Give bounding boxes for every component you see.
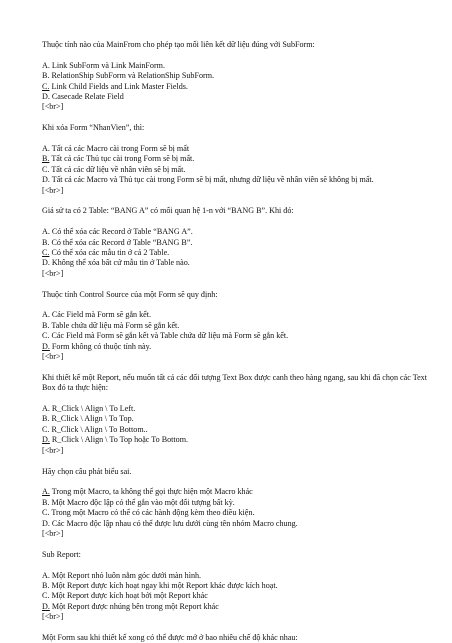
break-marker: [<br>] bbox=[42, 445, 64, 455]
answer-text: Form không có thuộc tính này. bbox=[49, 341, 152, 351]
answer-letter: C. bbox=[42, 591, 50, 601]
answer-letter: B. bbox=[42, 497, 50, 507]
answer-letter: A. bbox=[42, 144, 50, 154]
question-stem: Khi thiết kế một Report, nếu muốn tất cả các đối tượng Text Box được canh theo hàng ngang, sau khi đã chọn các Text Box đó ta thực hiện: bbox=[42, 372, 427, 393]
break-marker: [<br>] bbox=[42, 352, 64, 362]
answer-option bbox=[42, 227, 432, 237]
answer-text: Trong một Macro có thể có các hành động kèm theo điều kiện. bbox=[49, 508, 255, 518]
question-block bbox=[42, 467, 432, 540]
answer-letter-correct: D. bbox=[42, 341, 50, 351]
answer-letter: A. bbox=[42, 570, 50, 580]
break-marker: [<br>] bbox=[42, 268, 64, 278]
answer-letter: B. bbox=[42, 71, 50, 81]
answer-option bbox=[42, 342, 432, 352]
break-marker: [<br>] bbox=[42, 528, 64, 538]
answer-text: Một Report nhỏ luôn nằm góc dưới màn hình. bbox=[49, 570, 202, 580]
answer-text: Có thể xóa các Record ở Table “BANG B”. bbox=[49, 237, 193, 247]
answer-letter: B. bbox=[42, 320, 50, 330]
answer-text: Tất cả các Macro và Thủ tục cài trong Form sẽ bị mất, nhưng dữ liệu về nhân viên sẽ không bị mất. bbox=[49, 175, 374, 185]
break-marker: [<br>] bbox=[42, 185, 64, 195]
answer-text: Link Child Fields and Link Master Fields. bbox=[49, 81, 188, 91]
answer-letter: D. bbox=[42, 92, 50, 102]
answer-text: Các Field mà Form sẽ gắn kết. bbox=[49, 310, 152, 320]
answer-letter: B. bbox=[42, 237, 50, 247]
question-stem: Thuộc tính Control Source của một Form sẽ quy định: bbox=[42, 289, 218, 299]
answer-text: Tất cả các Thủ tục cài trong Form sẽ bị mất. bbox=[49, 154, 195, 164]
answer-option bbox=[42, 435, 432, 445]
question-block bbox=[42, 123, 432, 196]
question-stem: Hãy chọn câu phát biểu sai. bbox=[42, 466, 132, 476]
answer-text: Có thể xóa các Record ở Table “BANG A”. bbox=[49, 227, 193, 237]
answer-option bbox=[42, 321, 432, 331]
answer-option bbox=[42, 82, 432, 92]
answer-letter-correct: D. bbox=[42, 601, 50, 611]
answer-text: R_Click \ Align \ To Top. bbox=[49, 414, 134, 424]
answer-option bbox=[42, 404, 432, 414]
answer-text: R_Click \ Align \ To Top hoặc To Bottom. bbox=[49, 435, 189, 445]
answer-letter: D. bbox=[42, 175, 50, 185]
answer-option bbox=[42, 331, 432, 341]
answer-option bbox=[42, 92, 432, 102]
answer-option bbox=[42, 238, 432, 248]
answer-option bbox=[42, 310, 432, 320]
answer-option bbox=[42, 248, 432, 258]
answer-letter-correct: C. bbox=[42, 81, 50, 91]
question-block bbox=[42, 373, 432, 456]
question-block bbox=[42, 550, 432, 623]
answer-letter-correct: B. bbox=[42, 154, 50, 164]
question-block bbox=[42, 40, 432, 113]
answer-letter: B. bbox=[42, 414, 50, 424]
question-stem: Thuộc tính nào của MainFrom cho phép tạo mối liên kết dữ liệu đúng với SubForm: bbox=[42, 40, 315, 49]
answer-letter: A. bbox=[42, 60, 50, 70]
question-block bbox=[42, 290, 432, 363]
answer-letter-correct: D. bbox=[42, 435, 50, 445]
answer-letter: D. bbox=[42, 518, 50, 528]
break-marker: [<br>] bbox=[42, 612, 64, 622]
answer-text: Table chứa dữ liệu mà Form sẽ gắn kết. bbox=[49, 320, 180, 330]
answer-letter: A. bbox=[42, 404, 50, 414]
answer-text: Link SubForm và Link MainForm. bbox=[49, 60, 165, 70]
answer-option bbox=[42, 414, 432, 424]
answer-text: Tất cả các dữ liệu về nhân viên sẽ bị mất. bbox=[49, 164, 186, 174]
answer-text: Casecade Relate Field bbox=[49, 92, 124, 102]
answer-letter: A. bbox=[42, 310, 50, 320]
answer-text: Tất cả các Macro cài trong Form sẽ bị mất bbox=[49, 144, 190, 154]
answer-text: R_Click \ Align \ To Left. bbox=[49, 404, 136, 414]
question-stem: Khi xóa Form “NhanVien”, thì: bbox=[42, 123, 145, 133]
answer-letter: B. bbox=[42, 580, 50, 590]
answer-option bbox=[42, 61, 432, 71]
answer-option bbox=[42, 591, 432, 601]
answer-option bbox=[42, 498, 432, 508]
answer-option bbox=[42, 425, 432, 435]
answer-option bbox=[42, 154, 432, 164]
answer-text: Không thể xóa bất cứ mẫu tin ở Table nào. bbox=[49, 258, 190, 268]
answer-letter: A. bbox=[42, 227, 50, 237]
answer-option bbox=[42, 144, 432, 154]
answer-option bbox=[42, 487, 432, 497]
answer-option bbox=[42, 175, 432, 185]
answer-option bbox=[42, 508, 432, 518]
answer-letter-correct: A. bbox=[42, 487, 50, 497]
answer-letter: C. bbox=[42, 164, 50, 174]
question-stem: Một Form sau khi thiết kế xong có thể được mở ở bao nhiêu chế độ khác nhau: bbox=[42, 632, 298, 642]
answer-text: Có thể xóa các mẫu tin ở cả 2 Table. bbox=[49, 248, 170, 258]
question-stem: Giả sử ta có 2 Table: “BANG A” có mối quan hệ 1-n với “BANG B”. Khi đó: bbox=[42, 206, 294, 216]
question-block bbox=[42, 633, 432, 643]
answer-text: Các Macro độc lập nhau có thể được lưu dưới cùng tên nhóm Macro chung. bbox=[49, 518, 298, 528]
answer-text: RelationShip SubForm và RelationShip SubForm. bbox=[49, 71, 215, 81]
answer-text: Các Field mà Form sẽ gắn kết và Table chứa dữ liệu mà Form sẽ gắn kết. bbox=[49, 331, 289, 341]
answer-letter: D. bbox=[42, 258, 50, 268]
question-stem: Sub Report: bbox=[42, 549, 81, 559]
answer-text: Một Report được kích hoạt bởi một Report khác bbox=[49, 591, 208, 601]
answer-letter: C. bbox=[42, 331, 50, 341]
answer-text: R_Click \ Align \ To Bottom.. bbox=[49, 424, 148, 434]
answer-letter-correct: C. bbox=[42, 248, 50, 258]
answer-option bbox=[42, 581, 432, 591]
answer-option bbox=[42, 602, 432, 612]
answer-option bbox=[42, 258, 432, 268]
question-block bbox=[42, 206, 432, 279]
answer-text: Trong một Macro, ta không thể gọi thực hiện một Macro khác bbox=[49, 487, 253, 497]
answer-option bbox=[42, 165, 432, 175]
break-marker: [<br>] bbox=[42, 102, 64, 112]
answer-option bbox=[42, 71, 432, 81]
answer-text: Một Report được nhúng bên trong một Report khác bbox=[49, 601, 219, 611]
answer-option bbox=[42, 519, 432, 529]
answer-letter: C. bbox=[42, 508, 50, 518]
answer-option bbox=[42, 571, 432, 581]
answer-letter: C. bbox=[42, 424, 50, 434]
answer-text: Một Report được kích hoạt ngay khi một Report khác được kích hoạt. bbox=[49, 580, 278, 590]
answer-text: Một Macro độc lập có thể gắn vào một đối tượng bất kỳ. bbox=[49, 497, 235, 507]
